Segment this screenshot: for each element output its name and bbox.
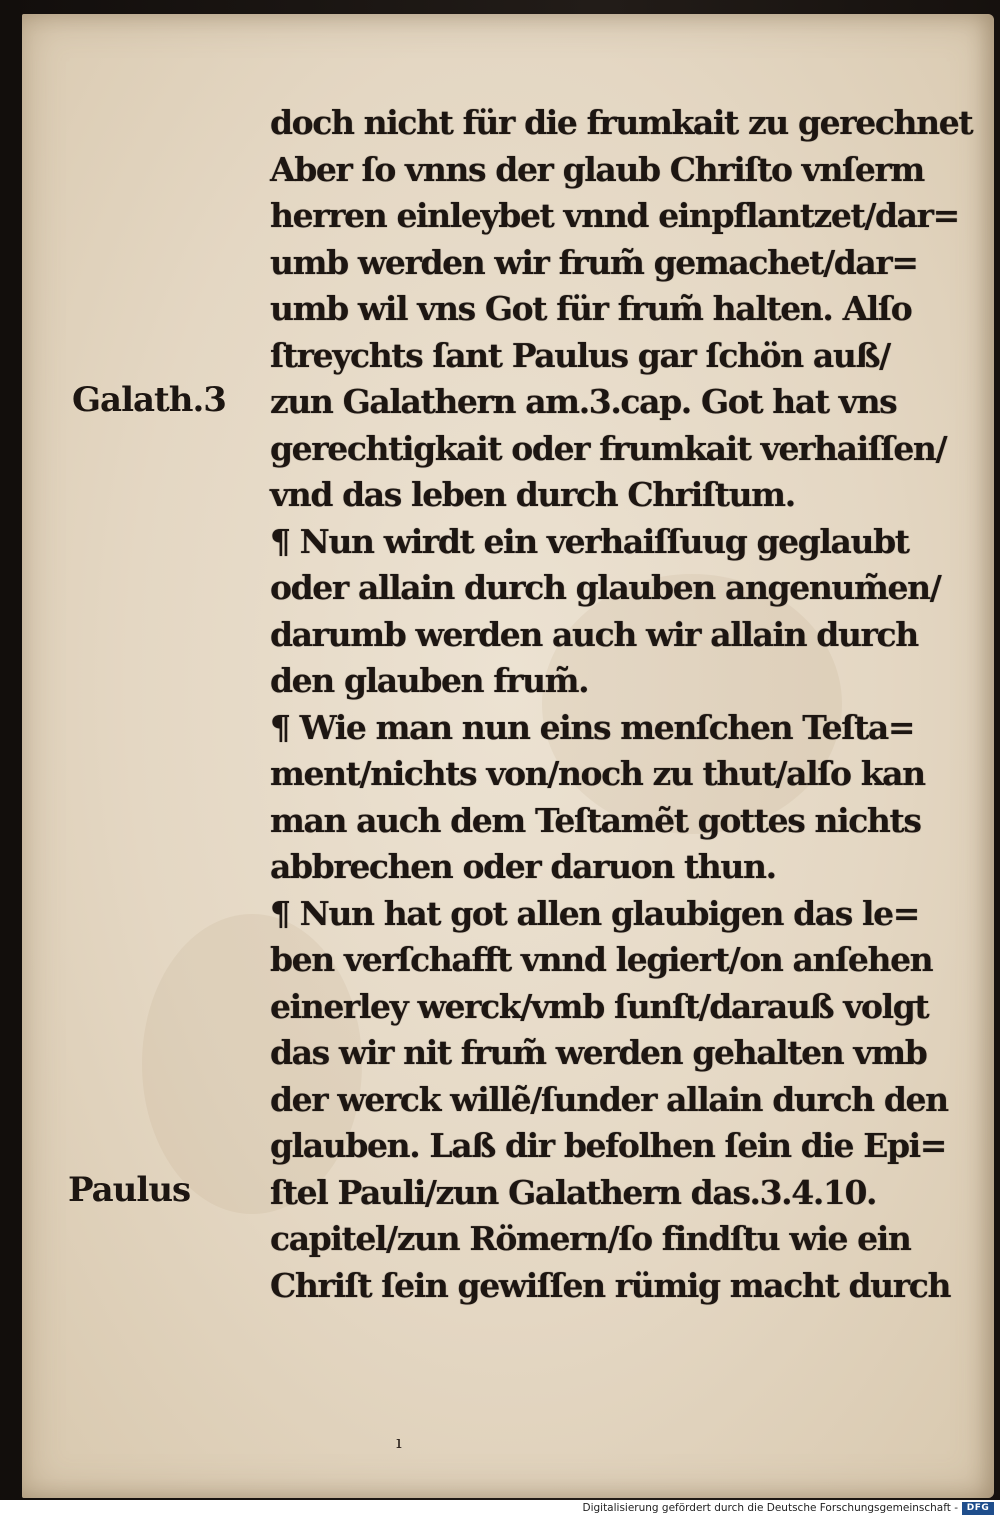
text-line: ¶ Wie man nun eins menſchen Teſta= (270, 707, 915, 747)
text-line: gerechtigkait oder frumkait verhaiſſen/ (270, 428, 947, 468)
text-line: das wir nit frum̃ werden gehalten vmb (270, 1033, 927, 1072)
text-line: glauben. Laß dir befolhen ſein die Epi= (270, 1126, 947, 1165)
text-line: zun Galathern am.3.cap. Got hat vns (270, 382, 897, 421)
footer-bar (0, 1500, 1000, 1518)
text-line: herren einleybet vnnd einpflantzet/dar= (270, 196, 959, 235)
text-line: vnd das leben durch Chriſtum. (270, 475, 795, 514)
text-line: den glauben frum̃. (270, 661, 589, 700)
text-line: capitel/zun Römern/ſo findſtu wie ein (270, 1219, 911, 1258)
text-line: der werck willẽ/ſunder allain durch den (270, 1079, 948, 1119)
page-mark: ı (396, 1432, 402, 1453)
text-line: umb wil vns Got für frum̃ halten. Alſo (270, 289, 912, 328)
text-line: umb werden wir frum̃ gemachet/dar= (270, 242, 918, 282)
text-line: oder allain durch glauben angenum̃en/ (270, 568, 941, 607)
text-line: Aber ſo vnns der glaub Chriſto vnſerm (270, 149, 924, 189)
text-line: ſtreychts ſant Paulus gar ſchön auß/ (270, 335, 890, 375)
text-line: ¶ Nun hat got allen glaubigen das le= (270, 893, 920, 933)
text-line: Chriſt ſein gewiſſen rümig macht durch (270, 1265, 951, 1305)
text-line: ¶ Nun wirdt ein verhaiſſuug geglaubt (270, 521, 909, 561)
text-line: ſtel Pauli/zun Galathern das.3.4.10. (270, 1172, 877, 1212)
text-line: abbrechen oder daruon thun. (270, 847, 776, 886)
text-line: einerley werck/vmb ſunſt/darauß volgt (270, 986, 929, 1026)
text-line: ment/nichts von/noch zu thut/alſo kan (270, 754, 925, 793)
text-line: doch nicht für die frumkait zu gerechnet (270, 103, 973, 142)
text-line: man auch dem Teſtamẽt gottes nichts (270, 800, 921, 840)
margin-note-galath: Galath.3 (72, 380, 226, 420)
text-line: darumb werden auch wir allain durch (270, 614, 918, 654)
margin-note-paulus: Paulus (68, 1170, 191, 1210)
main-text-block (270, 100, 973, 1309)
funding-credit: Digitalisierung gefördert durch die Deutsche Forschungsgemeinschaft - (582, 1502, 958, 1514)
text-line: ben verſchafft vnnd legiert/on anſehen (270, 940, 933, 979)
dfg-logo: DFG (962, 1502, 994, 1515)
